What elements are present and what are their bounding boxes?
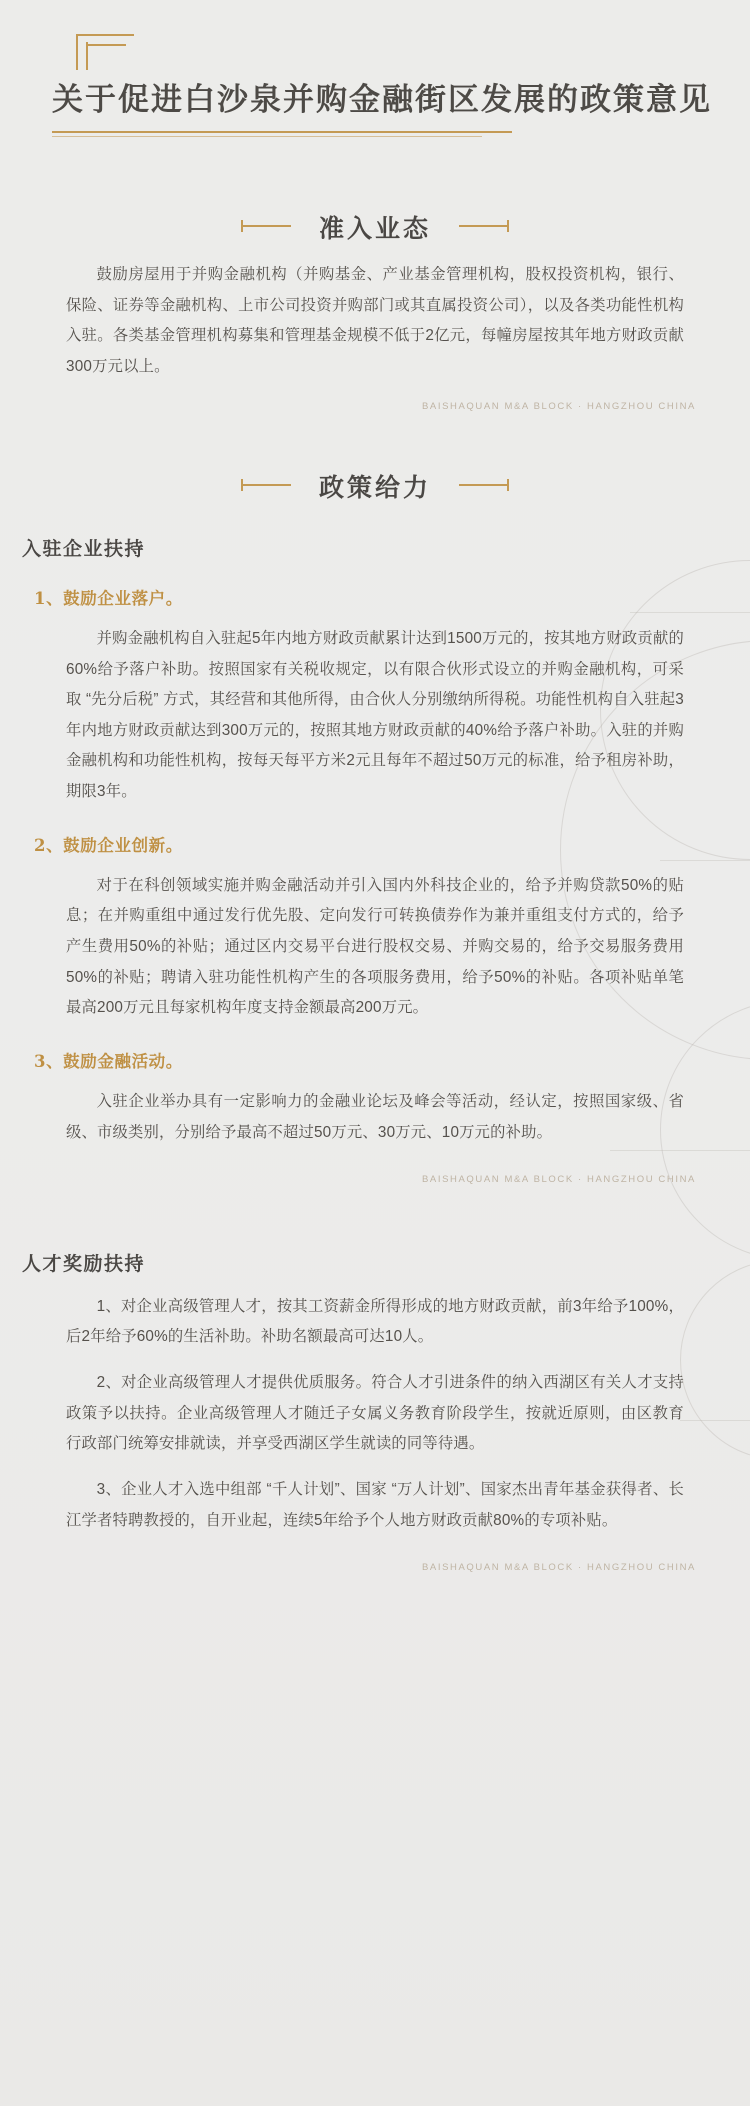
item-title-financial-activity: 3、鼓励金融活动。 (34, 1051, 183, 1071)
watermark: BAISHAQUAN M&A BLOCK · HANGZHOU CHINA (421, 400, 696, 412)
item-body-innovation (66, 871, 684, 1024)
title-rule-secondary (52, 136, 482, 137)
paragraph: 入驻企业举办具有一定影响力的金融业论坛及峰会等活动，经认定，按照国家级、省级、市级类别，分别给予最高不超过50万元、30万元、10万元的补助。 (66, 1093, 684, 1141)
section-body-access (66, 260, 684, 382)
section-title: 准入业态 (318, 214, 431, 243)
decorative-line (680, 1420, 750, 1421)
decorative-line (660, 860, 750, 861)
subsection-title-talent-support: 人才奖励扶持 (22, 1253, 146, 1276)
paragraph: 鼓励房屋用于并购金融机构（并购基金、产业基金管理机构，股权投资机构，银行、保险、证券等金融机构、上市公司投资并购部门或其直属投资公司），以及各类功能性机构入驻。各类基金管理机构募集和管理基金规模不低于2亿元，每幢房屋按其年地方财政贡献300万元以上。 (66, 266, 684, 376)
ornament-left-icon (241, 479, 305, 493)
paragraph: 并购金融机构自入驻起5年内地方财政贡献累计达到1500万元的，按其地方财政贡献的60%给予落户补助。按照国家有关税收规定，以有限合伙形式设立的并购金融机构，可采取 “先分后税” 方式，其经营和其他所得，由合伙人分别缴纳所得税。功能性机构自入驻起3年内地方财政贡献达到300万元的，按照其地方财政贡献的40%给予落户补助。入驻的并购金融机构和功能性机构，按每天每平方米2元且每年不超过50万元的标准，给予租房补助，期限3年。 (66, 629, 684, 800)
decorative-line (630, 612, 750, 613)
page-title: 关于促进白沙泉并购金融街区发展的政策意见 (52, 82, 712, 118)
paragraph: 3、企业人才入选中组部 “千人计划”、国家 “万人计划”、国家杰出青年基金获得者、长江学者特聘教授的，自开业起，连续5年给予个人地方财政贡献80%的专项补贴。 (66, 1481, 684, 1529)
top-ornament (60, 0, 750, 70)
item-title-settlement: 1、鼓励企业落户。 (34, 588, 183, 608)
ornament-right-icon (445, 479, 509, 493)
paragraph: 2、对企业高级管理人才提供优质服务。符合人才引进条件的纳入西湖区有关人才支持政策予以扶持。企业高级管理人才随迁子女属义务教育阶段学生，按就近原则，由区教育行政部门统筹安排就读，并享受西湖区学生就读的同等待遇。 (66, 1374, 684, 1453)
paragraph: 对于在科创领域实施并购金融活动并引入国内外科技企业的，给予并购贷款50%的贴息；在并购重组中通过发行优先股、定向发行可转换债券作为兼并重组支付方式的，给予产生费用50%的补贴；通过区内交易平台进行股权交易、并购交易的，给予交易服务费用50%的补贴；聘请入驻功能性机构产生的各项服务费用，给予50%的补贴。各项补贴单笔最高200万元且每家机构年度支持金额最高200万元。 (66, 876, 684, 1017)
section-title: 政策给力 (318, 472, 431, 502)
title-block (52, 70, 710, 153)
subsection-title-enterprise-support: 入驻企业扶持 (22, 537, 146, 560)
ornament-left-icon (241, 220, 305, 234)
decorative-line (610, 1150, 750, 1151)
section-heading-policy (0, 468, 750, 504)
watermark: BAISHAQUAN M&A BLOCK · HANGZHOU CHINA (421, 1174, 696, 1186)
watermark: BAISHAQUAN M&A BLOCK · HANGZHOU CHINA (421, 1562, 696, 1574)
subsection-body-talent-support (66, 1292, 684, 1537)
ornament-right-icon (445, 220, 509, 234)
item-body-settlement (66, 624, 684, 808)
paragraph: 1、对企业高级管理人才，按其工资薪金所得形成的地方财政贡献，前3年给予100%，后2年给予60%的生活补助。补助名额最高可达10人。 (66, 1297, 684, 1346)
item-body-financial-activity (66, 1087, 684, 1148)
section-heading-access (0, 209, 750, 245)
title-rule (52, 131, 512, 133)
decorative-circle (680, 1260, 750, 1460)
item-title-innovation: 2、鼓励企业创新。 (34, 835, 183, 855)
